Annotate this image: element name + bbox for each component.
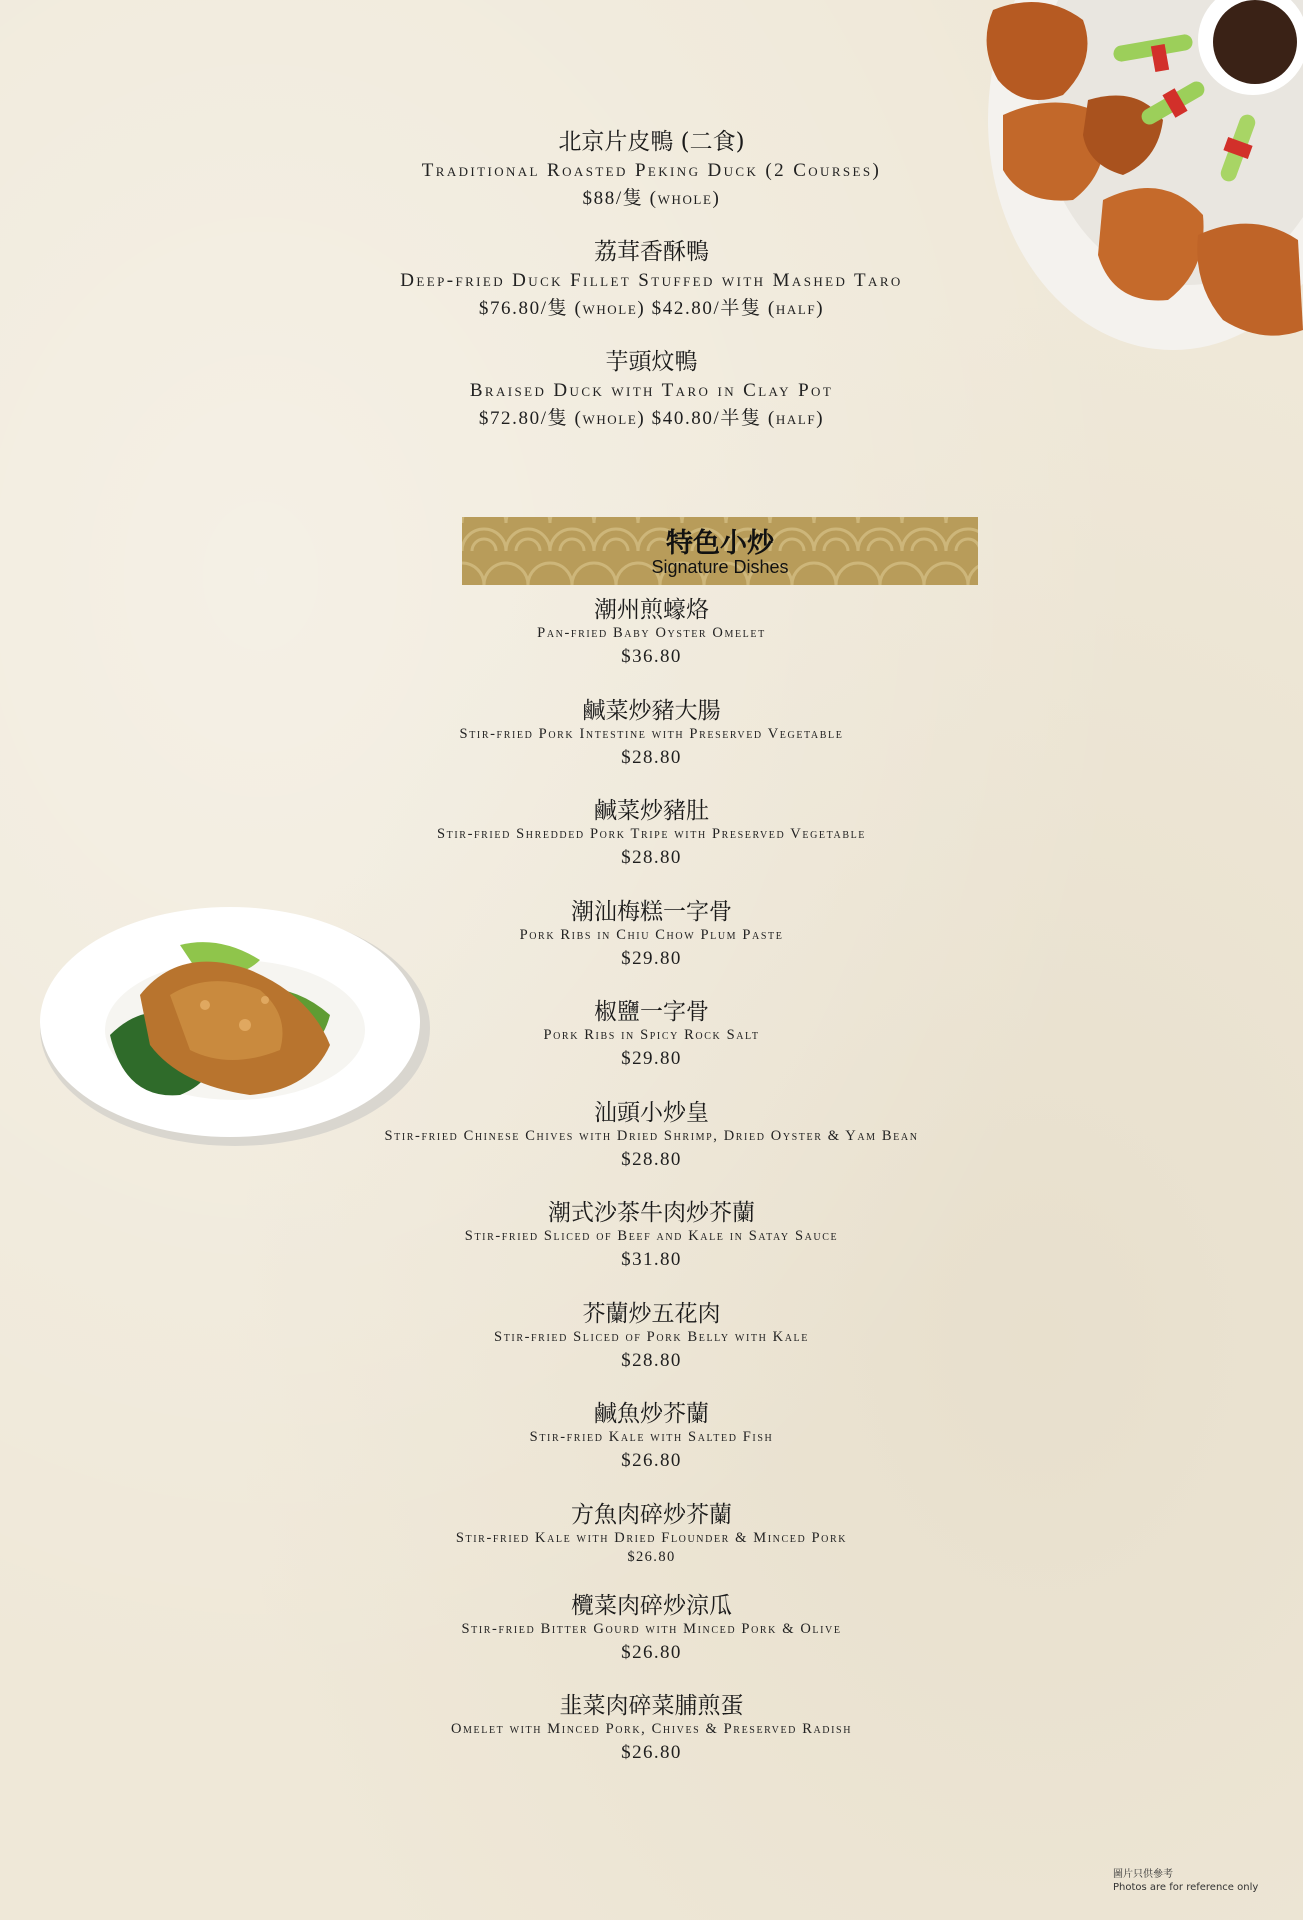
disclaimer-cn: 圖片只供參考 <box>1113 1869 1173 1880</box>
dish-name-en: Pork Ribs in Chiu Chow Plum Paste <box>519 927 784 943</box>
dish-price: $29.80 <box>621 948 682 969</box>
dish-name-en: Stir-fried Pork Intestine with Preserved Vegetable <box>459 726 844 742</box>
menu-item <box>0 1400 1303 1476</box>
menu-item <box>0 1592 1303 1668</box>
dish-name-en: Omelet with Minced Pork, Chives & Preserved Radish <box>450 1721 853 1737</box>
dish-name-en: Pan-fried Baby Oyster Omelet <box>537 625 766 641</box>
dish-price: $28.80 <box>621 847 682 868</box>
menu-item <box>0 1501 1303 1567</box>
dish-price: $28.80 <box>621 747 682 768</box>
dish-price: $26.80 <box>627 1549 676 1565</box>
dish-price: $76.80/隻 (whole) $42.80/半隻 (half) <box>478 298 825 319</box>
menu-item <box>0 1300 1303 1376</box>
dish-name-cn: 芥蘭炒五花肉 <box>582 1301 721 1327</box>
dish-name-cn: 潮式沙茶牛肉炒芥蘭 <box>548 1200 755 1226</box>
dish-name-cn: 椒鹽一字骨 <box>594 999 709 1025</box>
dish-name-cn: 鹹菜炒豬肚 <box>594 798 709 824</box>
dish-price: $88/隻 (whole) <box>582 188 721 209</box>
dish-name-en: Stir-fried Shredded Pork Tripe with Preserved Vegetable <box>436 826 867 842</box>
disclaimer-en: Photos are for reference only <box>1113 1882 1259 1893</box>
dish-name-en: Stir-fried Chinese Chives with Dried Shrimp, Dried Oyster & Yam Bean <box>384 1128 919 1144</box>
dish-price: $26.80 <box>621 1450 682 1471</box>
menu-item <box>0 127 1303 213</box>
dish-price: $72.80/隻 (whole) $40.80/半隻 (half) <box>478 408 825 429</box>
dish-price: $36.80 <box>621 646 682 667</box>
dish-name-en: Pork Ribs in Spicy Rock Salt <box>543 1027 760 1043</box>
dish-name-cn: 潮汕梅糕一字骨 <box>571 899 732 925</box>
menu-item <box>0 898 1303 974</box>
dish-name-cn: 鹹魚炒芥蘭 <box>594 1401 709 1427</box>
dish-name-en: Traditional Roasted Peking Duck (2 Courses) <box>421 160 882 181</box>
dish-name-cn: 鹹菜炒豬大腸 <box>582 698 721 724</box>
dish-price: $29.80 <box>621 1048 682 1069</box>
menu-item <box>0 1199 1303 1275</box>
dish-price: $26.80 <box>621 1742 682 1763</box>
dish-name-cn: 北京片皮鴨 (二食) <box>558 129 745 155</box>
dish-name-cn: 潮州煎蠔烙 <box>594 597 709 623</box>
dish-name-en: Stir-fried Kale with Dried Flounder & Minced Pork <box>455 1530 848 1546</box>
dish-name-cn: 荔茸香酥鴨 <box>594 239 709 265</box>
dish-name-en: Stir-fried Sliced of Pork Belly with Kale <box>494 1329 809 1345</box>
dish-name-cn: 欖菜肉碎炒涼瓜 <box>571 1593 732 1619</box>
section-banner <box>462 517 978 585</box>
photo-disclaimer <box>1113 1868 1293 1894</box>
dish-name-en: Stir-fried Kale with Salted Fish <box>529 1429 774 1445</box>
menu-item <box>0 1099 1303 1175</box>
menu-item <box>0 1692 1303 1768</box>
dish-name-cn: 芋頭炆鴨 <box>605 349 698 375</box>
menu-item <box>0 237 1303 323</box>
dish-name-cn: 韭菜肉碎菜脯煎蛋 <box>559 1693 744 1719</box>
dish-price: $28.80 <box>621 1149 682 1170</box>
menu-item <box>0 797 1303 873</box>
dish-name-en: Braised Duck with Taro in Clay Pot <box>469 380 834 401</box>
menu-item <box>0 347 1303 433</box>
menu-item <box>0 596 1303 672</box>
menu-item <box>0 998 1303 1074</box>
dish-price: $31.80 <box>621 1249 682 1270</box>
dish-name-en: Stir-fried Bitter Gourd with Minced Pork & Olive <box>461 1621 842 1637</box>
section-title-cn: 特色小炒 <box>666 528 774 559</box>
menu-item <box>0 697 1303 773</box>
dish-name-cn: 方魚肉碎炒芥蘭 <box>571 1502 732 1528</box>
dish-price: $26.80 <box>621 1642 682 1663</box>
dish-price: $28.80 <box>621 1350 682 1371</box>
dish-name-en: Stir-fried Sliced of Beef and Kale in Satay Sauce <box>464 1228 839 1244</box>
section-title-en: Signature Dishes <box>651 557 789 577</box>
dish-name-en: Deep-fried Duck Fillet Stuffed with Mashed Taro <box>400 270 903 291</box>
dish-name-cn: 汕頭小炒皇 <box>594 1100 709 1126</box>
